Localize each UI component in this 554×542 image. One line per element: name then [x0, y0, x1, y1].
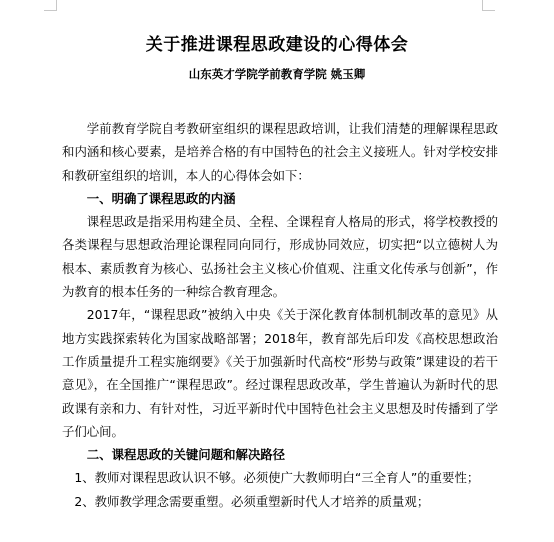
page-corner-marker-right	[482, 0, 495, 11]
list-item-2: 2、教师教学理念需要重塑。必须重塑新时代人才培养的质量观；	[74, 493, 430, 509]
definition-paragraph: 课程思政是指采用构建全员、全程、全课程育人格局的形式，将学校教授的各类课程与思想政治理论课程同向同行，形成协同效应，切实把“以立德树人为根本、素质教育为核心、弘扬社会主义核心价值观、注重文化传承与创新”，作为教育的根本任务的一种综合教育理念。	[62, 214, 498, 300]
page-corner-marker-left	[44, 0, 57, 11]
section-heading-1: 一、明确了课程思政的内涵	[86, 190, 236, 206]
section-heading-2: 二、课程思政的关键问题和解决路径	[86, 447, 286, 463]
document-body	[62, 117, 498, 513]
intro-paragraph: 学前教育学院自考教研室组织的课程思政培训，让我们清楚的理解课程思政和内涵和核心要素，是培养合格的有中国特色的社会主义接班人。针对学校安排和教研室组织的培训，本人的心得体会如下：	[62, 121, 498, 183]
document-author: 山东英才学院学前教育学院 姚玉卿	[188, 67, 366, 81]
list-item-1: 1、教师对课程思政认识不够。必须使广大教师明白“三全育人”的重要性；	[74, 470, 480, 486]
history-paragraph: 2017年，“课程思政”被纳入中央《关于深化教育体制机制改革的意见》从地方实践探索转化为国家战略部署；2018年，教育部先后印发《高校思想政治工作质量提升工程实施纲要》《关于加强新时代高校“形势与政策”课建设的若干意见》，在全国推广“课程思政”。经过课程思政改革，学生普遍认为新时代的思政课有亲和力、有针对性，习近平新时代中国特色社会主义思想及时传播到了学子们心间。	[62, 307, 498, 439]
document-title: 关于推进课程思政建设的心得体会	[145, 35, 409, 55]
